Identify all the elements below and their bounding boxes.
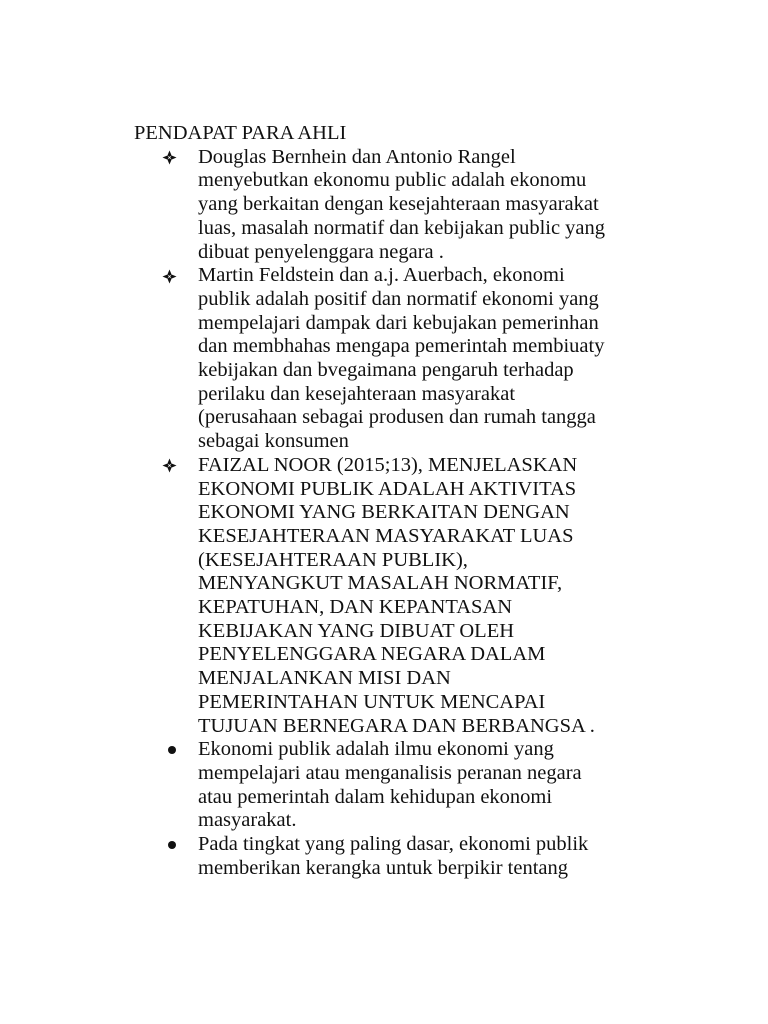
- list-item: [134, 738, 654, 833]
- diamond-bullet-icon: [162, 454, 186, 478]
- diamond-bullet-icon: [162, 264, 186, 288]
- list-item-text: FAIZAL NOOR (2015;13), MENJELASKAN EKONOMI PUBLIK ADALAH AKTIVITAS EKONOMI YANG BERKAITAN DENGAN KESEJAHTERAAN MASYARAKAT LUAS (KESEJAHTERAAN PUBLIK), MENYANGKUT MASALAH NORMATIF, KEPATUHAN, DAN KEPANTASAN KEBIJAKAN YANG DIBUAT OLEH PENYELENGGARA NEGARA DALAM MENJALANKAN MISI DAN PEMERINTAHAN UNTUK MENCAPAI TUJUAN BERNEGARA DAN BERBANGSA .: [198, 453, 595, 737]
- diamond-bullet-icon: [162, 146, 186, 170]
- list-item: [134, 833, 654, 880]
- list-item-text: Martin Feldstein dan a.j. Auerbach, ekonomi publik adalah positif dan normatif ekonomi yang mempelajari dampak dari kebujakan pemerinhan dan membhahas mengapa pemerintah membiuaty kebijakan dan bvegaimana pengaruh terhadap perilaku dan kesejahteraan masyarakat (perusahaan sebagai produsen dan rumah tangga sebagai konsumen: [198, 264, 605, 453]
- document-body: [134, 122, 654, 881]
- list-item: [134, 264, 654, 454]
- opinion-list: [134, 146, 654, 881]
- list-item-text: Ekonomi publik adalah ilmu ekonomi yang mempelajari atau menganalisis peranan negara atau pemerintah dalam kehidupan ekonomi masyarakat.: [198, 738, 582, 832]
- list-item: [134, 146, 654, 265]
- dot-bullet-icon: [162, 738, 186, 762]
- list-item-text: Douglas Bernhein dan Antonio Rangel menyebutkan ekonomu public adalah ekonomu yang berkaitan dengan kesejahteraan masyarakat luas, masalah normatif dan kebijakan public yang dibuat penyelenggara negara .: [198, 145, 606, 263]
- dot-bullet-icon: [162, 833, 186, 857]
- list-item-text: Pada tingkat yang paling dasar, ekonomi publik memberikan kerangka untuk berpikir tentang: [198, 833, 589, 879]
- section-heading: PENDAPAT PARA AHLI: [134, 122, 347, 144]
- list-item: [134, 454, 654, 738]
